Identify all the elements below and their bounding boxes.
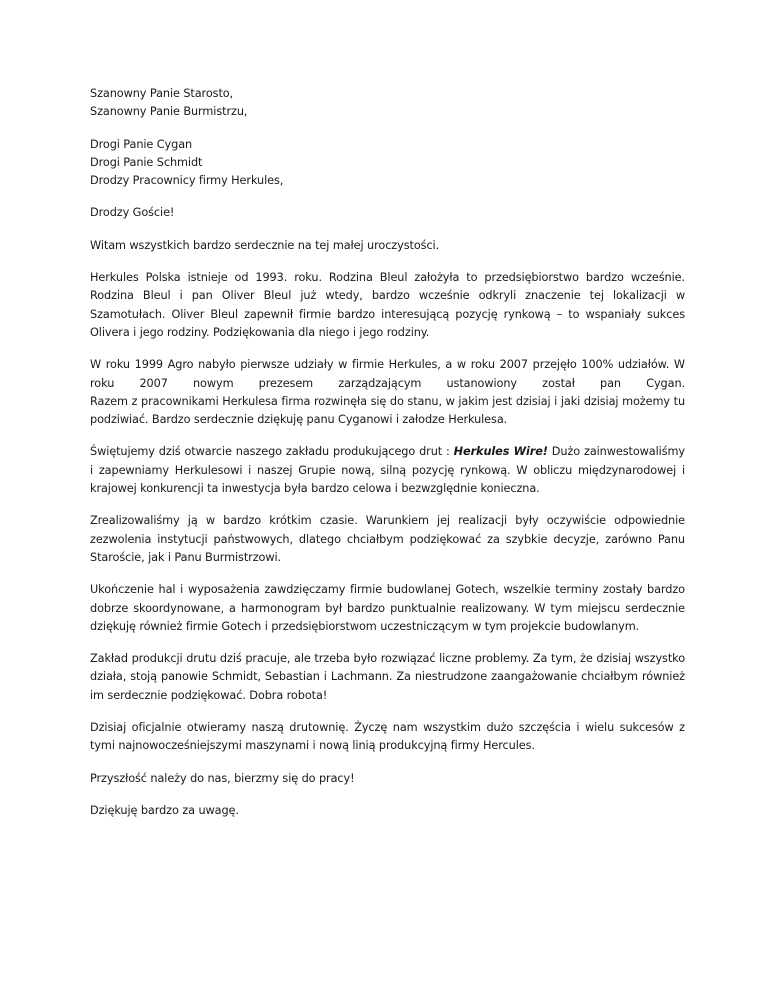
- agro-part-1: W roku 1999 Agro nabyło pierwsze udziały w firmie Herkules, a w roku 2007 przejęło 100% udziałów. W roku 2007 nowym prezesem zarządzającym ustanowiony został pan Cygan.: [90, 358, 685, 390]
- wishes-paragraph: Dzisiaj oficjalnie otwieramy naszą drutownię. Życzę nam wszystkim dużo szczęścia i wielu sukcesów z tymi najnowocześniejszymi maszynami i nową linią produkcyjną firmy Hercules.: [90, 721, 685, 753]
- construction-paragraph: Ukończenie hal i wyposażenia zawdzięczamy firmie budowlanej Gotech, wszelkie terminy zostały bardzo dobrze skoordynowane, a harmonogram był bardzo punktualnie realizowany. W tym miejscu serdecznie dziękuję również firmie Gotech i przedsiębiorstwom uczestniczącym w tym projekcie budowlanym.: [90, 583, 685, 633]
- addressee-line: Drogi Panie Schmidt: [90, 155, 203, 169]
- agro-paragraph: [90, 356, 685, 429]
- addressee-line: Drogi Panie Cygan: [90, 137, 193, 151]
- opening-paragraph: [90, 443, 685, 498]
- opening-text-after: Dużo zainwestowaliśmy i zapewniamy Herkulesowi i naszej Grupie nową, silną pozycję rynkową. W obliczu międzynarodowej i krajowej konkurencji ta inwestycja była bardzo celowa i bezwzględnie konieczna.: [90, 445, 685, 496]
- agro-part-2: Razem z pracownikami Herkulesa firma rozwinęła się do stanu, w jakim jest dzisiaj i jaki dzisiaj możemy tu podziwiać. Bardzo serdecznie dziękuję panu Cyganowi i załodze Herkulesa.: [90, 394, 685, 427]
- opening-text-before: Świętujemy dziś otwarcie naszego zakładu produkującego drut :: [90, 445, 454, 459]
- addressee-line: Drodzy Pracownicy firmy Herkules,: [90, 174, 284, 188]
- thanks-paragraph: Dziękuję bardzo za uwagę.: [90, 803, 239, 817]
- letter-body: [90, 85, 685, 834]
- permits-paragraph: Zrealizowaliśmy ją w bardzo krótkim czasie. Warunkiem jej realizacji były oczywiście odpowiednie zezwolenia instytucji państwowych, dlatego chciałbym podziękować za szybkie decyzje, zarówno Panu Staroście, jak i Panu Burmistrzowi.: [90, 514, 685, 564]
- guests-greeting: Drodzy Goście!: [90, 206, 175, 220]
- addressees-block: [90, 136, 685, 191]
- brand-name: Herkules Wire!: [453, 445, 548, 459]
- welcome-paragraph: Witam wszystkich bardzo serdecznie na tej małej uroczystości.: [90, 238, 440, 252]
- future-paragraph: Przyszłość należy do nas, bierzmy się do pracy!: [90, 771, 355, 785]
- history-paragraph: Herkules Polska istnieje od 1993. roku. Rodzina Bleul założyła to przedsiębiorstwo bardzo wcześnie. Rodzina Bleul i pan Oliver Bleul już wtedy, bardzo wcześnie odkryli znaczenie tej lokalizacji w Szamotułach. Oliver Bleul zapewnił firmie bardzo interesującą pozycję rynkową – to wspaniały sukces Olivera i jego rodziny. Podziękowania dla niego i jego rodziny.: [90, 271, 685, 339]
- salutation-line: Szanowny Panie Starosto,: [90, 87, 234, 100]
- salutation-block: [90, 85, 685, 122]
- salutation-line: Szanowny Panie Burmistrzu,: [90, 105, 248, 119]
- production-paragraph: Zakład produkcji drutu dziś pracuje, ale trzeba było rozwiązać liczne problemy. Za tym, że dzisiaj wszystko działa, stoją panowie Schmidt, Sebastian i Lachmann. Za niestrudzone zaangażowanie chciałbym również im serdecznie podziękować. Dobra robota!: [90, 652, 685, 702]
